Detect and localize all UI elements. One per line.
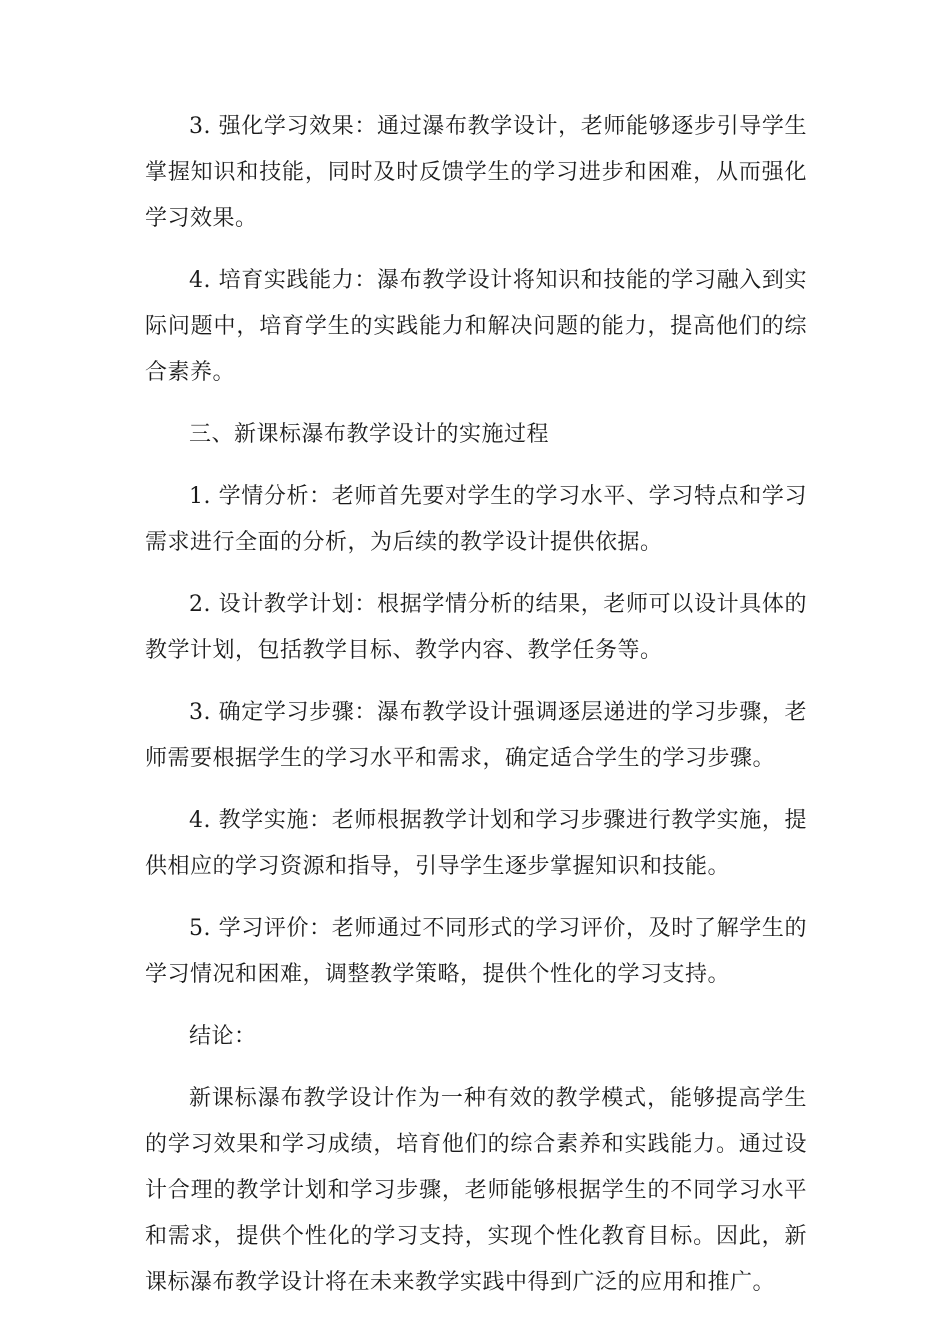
section-heading-implementation: 三、新课标瀑布教学设计的实施过程 xyxy=(189,422,550,447)
paragraph-strengthen-learning: 3. 强化学习效果：通过瀑布教学设计，老师能够逐步引导学生掌握知识和技能，同时及时反馈学生的学习进步和困难，从而强化学习效果。 xyxy=(145,114,807,231)
paragraph-learning-analysis: 1. 学情分析：老师首先要对学生的学习水平、学习特点和学习需求进行全面的分析，为后续的教学设计提供依据。 xyxy=(145,484,807,555)
paragraph-learning-evaluation: 5. 学习评价：老师通过不同形式的学习评价，及时了解学生的学习情况和困难，调整教学策略，提供个性化的学习支持。 xyxy=(145,916,807,987)
conclusion-heading: 结论： xyxy=(189,1024,257,1049)
paragraph-practice-ability: 4. 培育实践能力：瀑布教学设计将知识和技能的学习融入到实际问题中，培育学生的实践能力和解决问题的能力，提高他们的综合素养。 xyxy=(145,268,807,385)
paragraph-conclusion: 新课标瀑布教学设计作为一种有效的教学模式，能够提高学生的学习效果和学习成绩，培育他们的综合素养和实践能力。通过设计合理的教学计划和学习步骤，老师能够根据学生的不同学习水平和需求，提供个性化的学习支持，实现个性化教育目标。因此，新课标瀑布教学设计将在未来教学实践中得到广泛的应用和推广。 xyxy=(145,1086,807,1295)
document-body xyxy=(145,104,807,1322)
paragraph-teaching-plan: 2. 设计教学计划：根据学情分析的结果，老师可以设计具体的教学计划，包括教学目标、教学内容、教学任务等。 xyxy=(145,592,807,663)
paragraph-teaching-implementation: 4. 教学实施：老师根据教学计划和学习步骤进行教学实施，提供相应的学习资源和指导，引导学生逐步掌握知识和技能。 xyxy=(145,808,807,879)
paragraph-learning-steps: 3. 确定学习步骤：瀑布教学设计强调逐层递进的学习步骤，老师需要根据学生的学习水平和需求，确定适合学生的学习步骤。 xyxy=(145,700,807,771)
